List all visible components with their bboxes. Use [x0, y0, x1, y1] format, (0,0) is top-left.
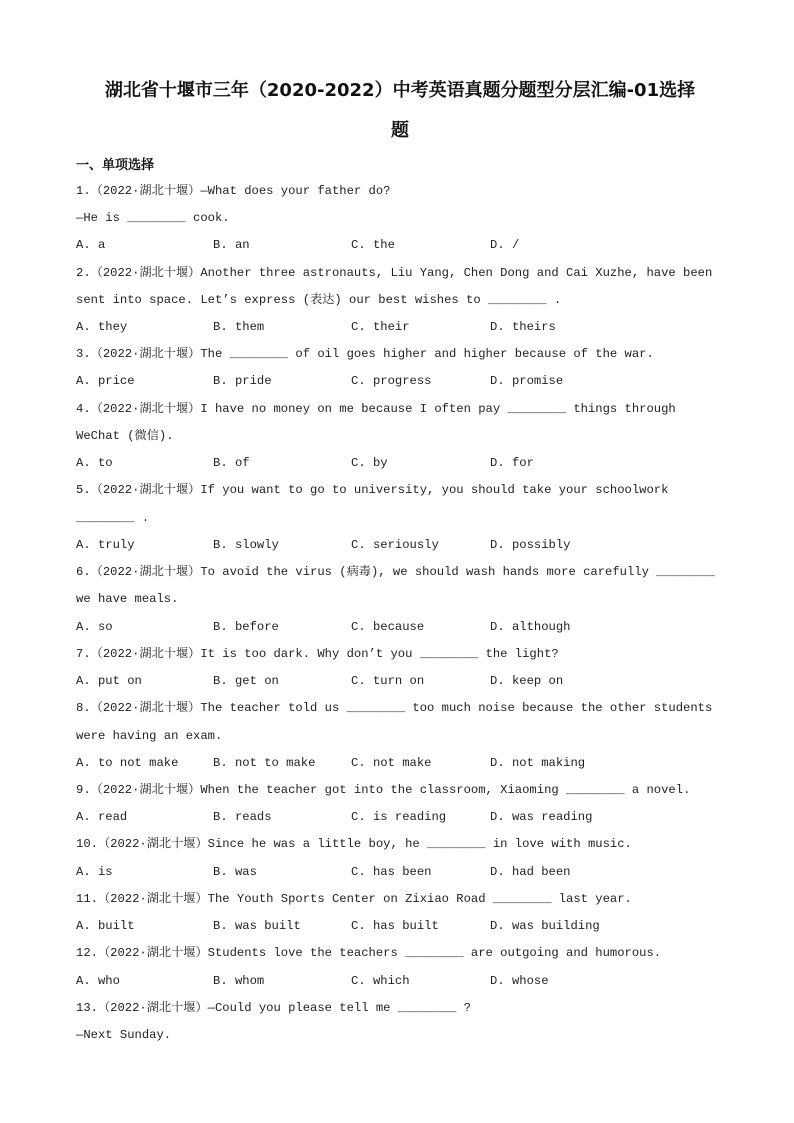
question-6-stem-2: we have meals. — [76, 592, 179, 606]
question-13-stem-2: —Next Sunday. — [76, 1028, 172, 1042]
question-9-option-a: A. read — [76, 810, 128, 824]
question-3-option-b: B. pride — [213, 374, 272, 388]
question-12-option-d: D. whose — [490, 974, 549, 988]
question-10-option-b: B. was — [213, 865, 257, 879]
question-2-stem-2: sent into space. Let’s express (表达) our best wishes to ________ . — [76, 293, 562, 307]
question-1-stem: 1.（2022·湖北十堰）—What does your father do? — [76, 184, 391, 198]
question-4-stem-2: WeChat (微信). — [76, 429, 174, 443]
question-4-option-d: D. for — [490, 456, 534, 470]
question-6-option-c: C. because — [351, 620, 425, 634]
question-9-stem: 9.（2022·湖北十堰）When the teacher got into the classroom, Xiaoming ________ a novel. — [76, 783, 691, 797]
question-2-option-b: B. them — [213, 320, 265, 334]
question-12-option-b: B. whom — [213, 974, 265, 988]
question-8-option-b: B. not to make — [213, 756, 316, 770]
question-11-option-c: C. has built — [351, 919, 439, 933]
question-2-option-a: A. they — [76, 320, 128, 334]
question-7-option-c: C. turn on — [351, 674, 425, 688]
question-5-stem: 5.（2022·湖北十堰）If you want to go to university, you should take your schoolwork — [76, 483, 669, 497]
question-10-option-d: D. had been — [490, 865, 571, 879]
question-8-option-a: A. to not make — [76, 756, 179, 770]
question-2-stem: 2.（2022·湖北十堰）Another three astronauts, Liu Yang, Chen Dong and Cai Xuzhe, have been — [76, 266, 713, 280]
question-1-option-b: B. an — [213, 238, 250, 252]
question-7-option-d: D. keep on — [490, 674, 564, 688]
question-5-option-c: C. seriously — [351, 538, 439, 552]
question-2-option-c: C. their — [351, 320, 410, 334]
question-12-option-c: C. which — [351, 974, 410, 988]
section-heading: 一、单项选择 — [76, 158, 155, 173]
question-5-option-a: A. truly — [76, 538, 135, 552]
question-9-option-c: C. is reading — [351, 810, 447, 824]
question-3-option-a: A. price — [76, 374, 135, 388]
question-5-option-b: B. slowly — [213, 538, 279, 552]
question-9-option-b: B. reads — [213, 810, 272, 824]
question-10-stem: 10.（2022·湖北十堰）Since he was a little boy, he ________ in love with music. — [76, 837, 632, 851]
question-8-stem: 8.（2022·湖北十堰）The teacher told us ________ too much noise because the other students — [76, 701, 713, 715]
question-5-option-d: D. possibly — [490, 538, 571, 552]
question-7-stem: 7.（2022·湖北十堰）It is too dark. Why don’t you ________ the light? — [76, 647, 559, 661]
question-10-option-a: A. is — [76, 865, 113, 879]
question-4-option-a: A. to — [76, 456, 113, 470]
question-7-option-b: B. get on — [213, 674, 279, 688]
question-8-stem-2: were having an exam. — [76, 729, 223, 743]
question-12-stem: 12.（2022·湖北十堰）Students love the teachers ________ are outgoing and humorous. — [76, 946, 662, 960]
question-10-option-c: C. has been — [351, 865, 432, 879]
question-1-option-d: D. / — [490, 238, 520, 252]
question-12-option-a: A. who — [76, 974, 120, 988]
question-8-option-c: C. not make — [351, 756, 432, 770]
question-3-option-d: D. promise — [490, 374, 564, 388]
question-9-option-d: D. was reading — [490, 810, 593, 824]
question-11-stem: 11.（2022·湖北十堰）The Youth Sports Center on Zixiao Road ________ last year. — [76, 892, 632, 906]
question-1-stem-2: —He is ________ cook. — [76, 211, 230, 225]
question-11-option-d: D. was building — [490, 919, 600, 933]
question-6-option-b: B. before — [213, 620, 279, 634]
question-7-option-a: A. put on — [76, 674, 142, 688]
page-title-continued: 题 — [391, 120, 409, 141]
question-6-option-a: A. so — [76, 620, 113, 634]
question-4-option-b: B. of — [213, 456, 250, 470]
question-1-option-c: C. the — [351, 238, 395, 252]
question-5-stem-2: ________ . — [76, 511, 150, 525]
question-11-option-b: B. was built — [213, 919, 301, 933]
question-1-option-a: A. a — [76, 238, 106, 252]
question-4-stem: 4.（2022·湖北十堰）I have no money on me because I often pay ________ things through — [76, 402, 676, 416]
question-11-option-a: A. built — [76, 919, 135, 933]
question-2-option-d: D. theirs — [490, 320, 556, 334]
page-title: 湖北省十堰市三年（2020-2022）中考英语真题分题型分层汇编-01选择 — [104, 80, 696, 101]
question-3-option-c: C. progress — [351, 374, 432, 388]
question-6-stem: 6.（2022·湖北十堰）To avoid the virus (病毒), we should wash hands more carefully ________ — [76, 565, 715, 579]
question-8-option-d: D. not making — [490, 756, 586, 770]
question-3-stem: 3.（2022·湖北十堰）The ________ of oil goes higher and higher because of the war. — [76, 347, 654, 361]
question-4-option-c: C. by — [351, 456, 388, 470]
question-6-option-d: D. although — [490, 620, 571, 634]
question-13-stem: 13.（2022·湖北十堰）—Could you please tell me ________ ? — [76, 1001, 471, 1015]
